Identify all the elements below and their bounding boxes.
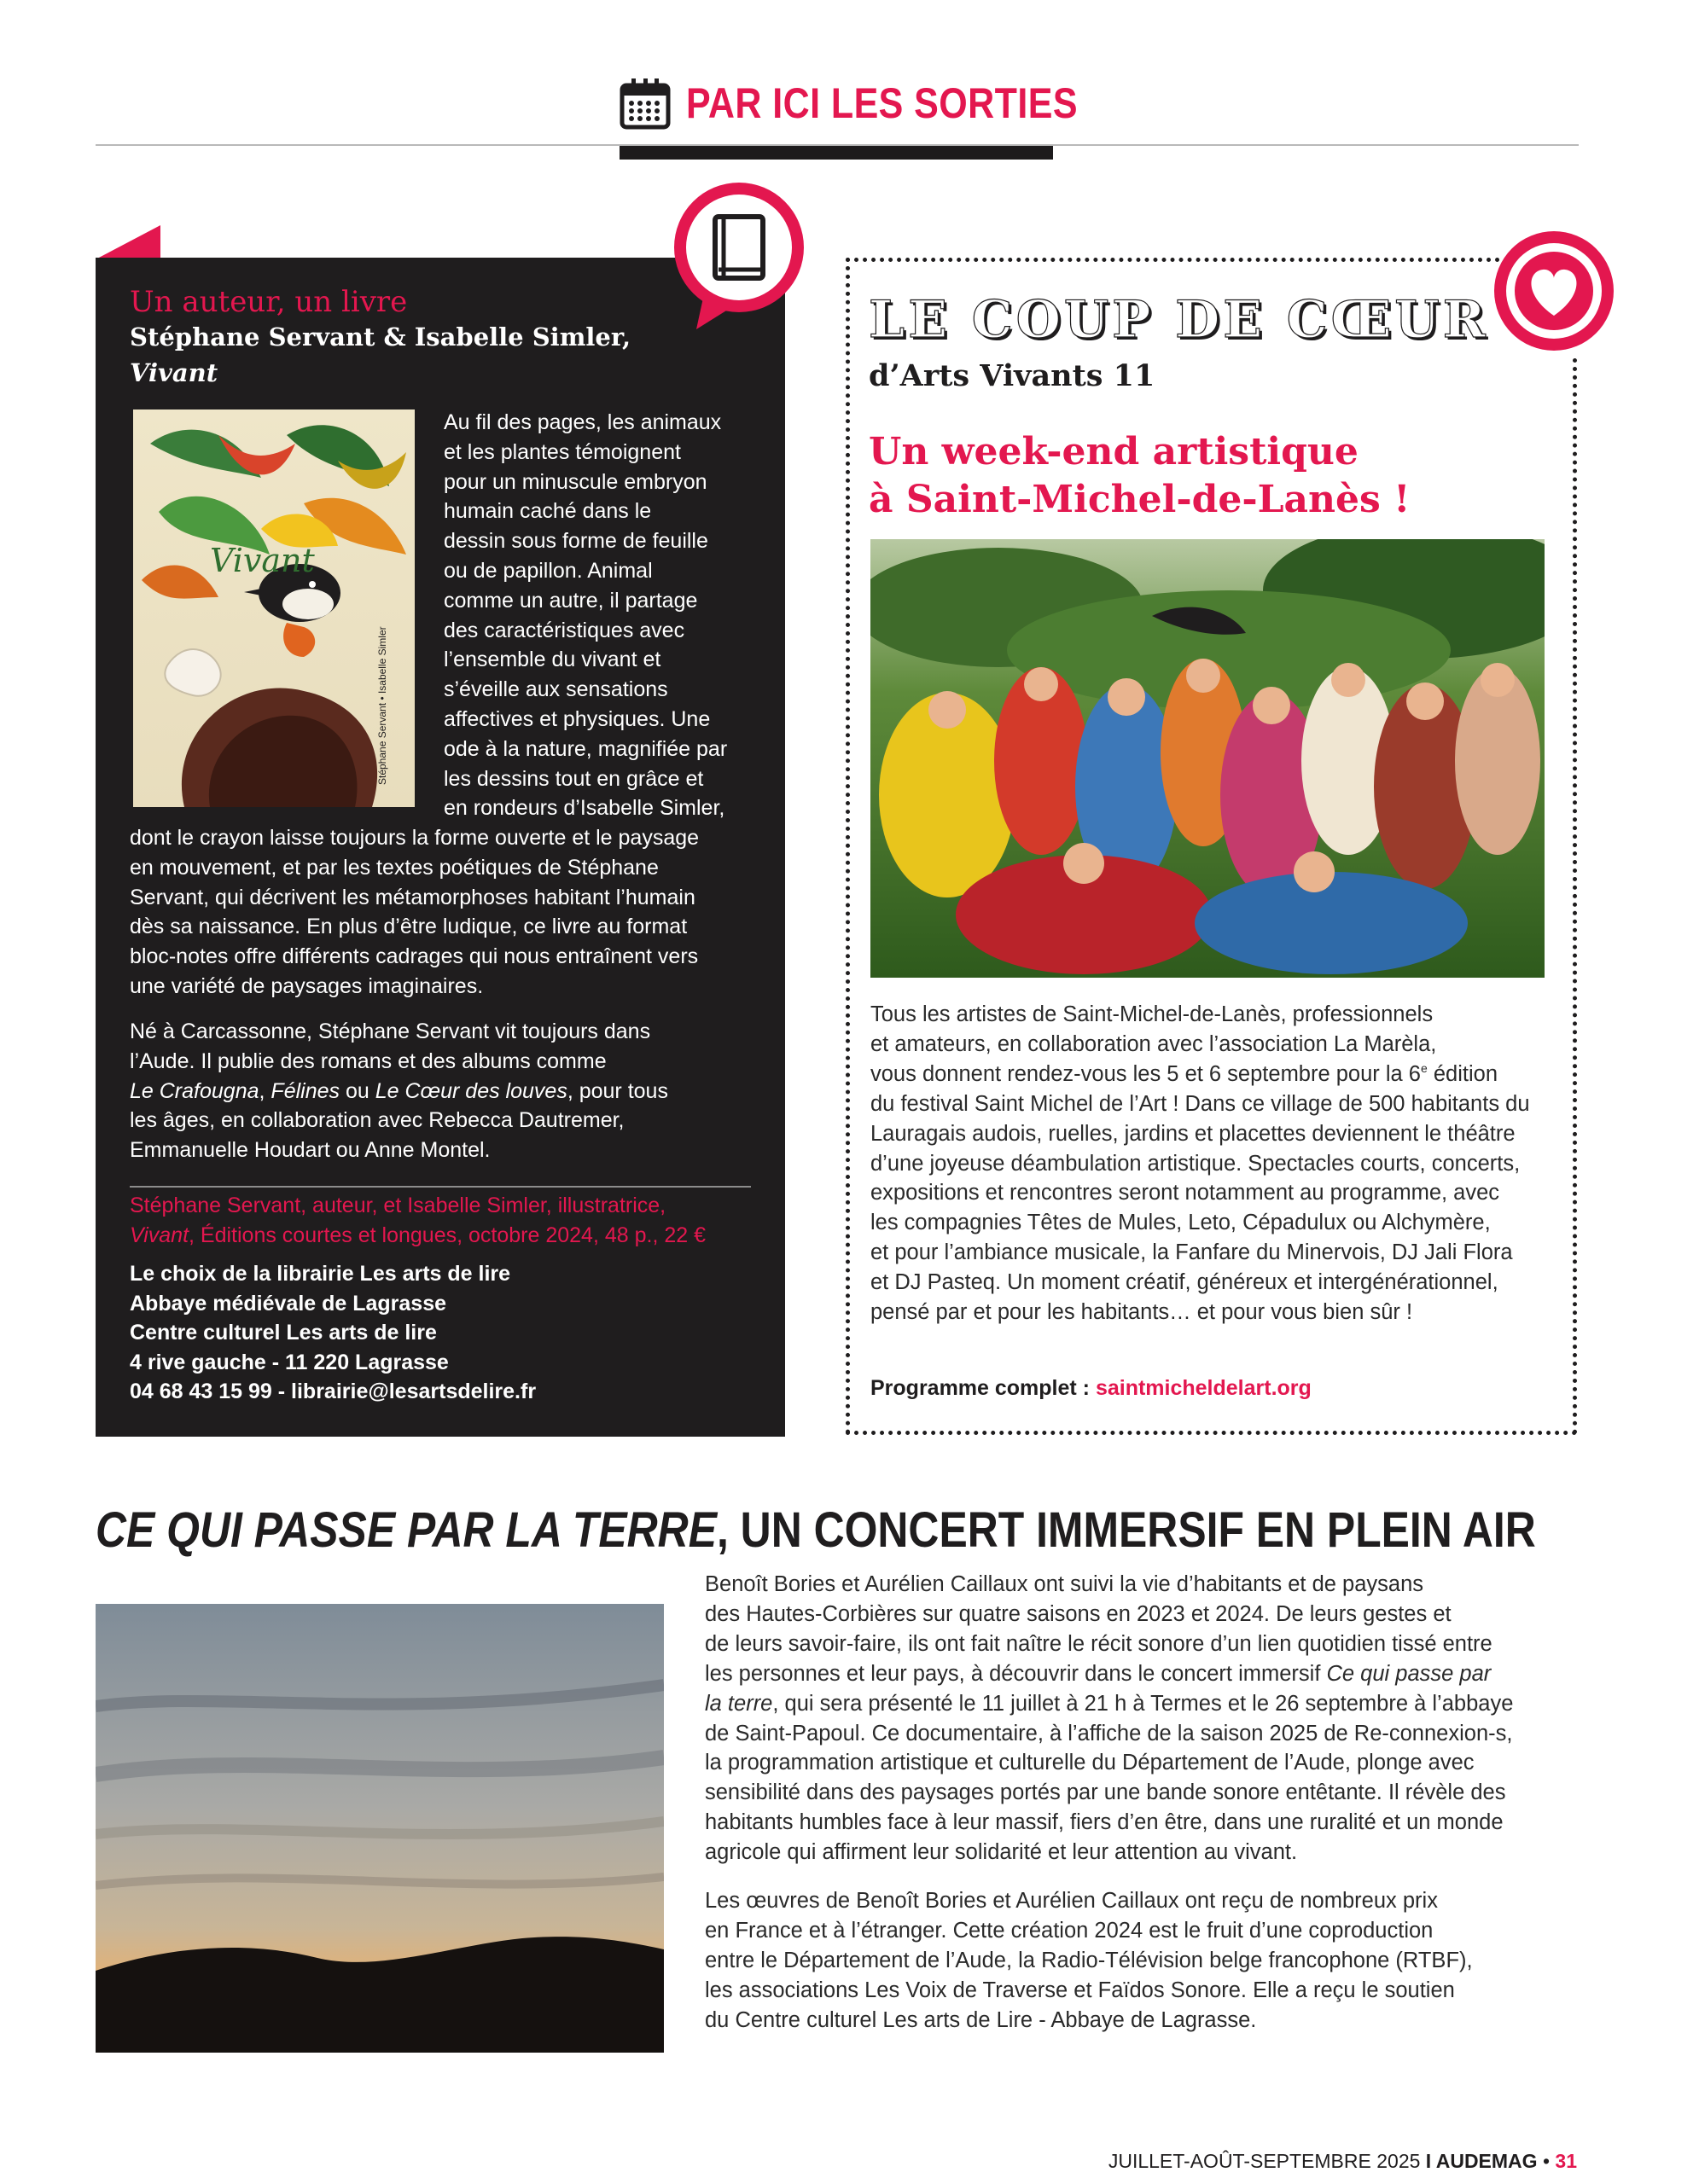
book-rubric: Un auteur, un livre — [130, 285, 408, 319]
calendar-icon — [620, 77, 671, 130]
magazine-name: AUDEMAG — [1431, 2150, 1538, 2172]
work-title: Le Crafougna — [130, 1078, 259, 1103]
description-line: en rondeurs d’Isabelle Simler, — [444, 796, 725, 821]
page-footer: JUILLET-AOÛT-SEPTEMBRE 2025 I AUDEMAG • 31 — [1108, 2150, 1577, 2172]
book-title: Vivant — [130, 358, 218, 387]
description-line: dont le crayon laisse toujours la forme ouverte et le paysage — [130, 826, 700, 850]
description-line: en mouvement, et par les textes poétiques de Stéphane — [130, 855, 659, 880]
bookshop-line: Abbaye médiévale de Lagrasse — [130, 1291, 447, 1316]
article-line: du Centre culturel Les arts de Lire - Abbaye de Lagrasse. — [705, 2007, 1257, 2032]
description-line: humain caché dans le — [444, 499, 652, 524]
program-link[interactable]: saintmicheldelart.org — [1095, 1376, 1312, 1400]
bookshop-line: 4 rive gauche - 11 220 Lagrasse — [130, 1350, 449, 1374]
description-line: ou de papillon. Animal — [444, 558, 653, 583]
description-line: des caractéristiques avec — [444, 618, 685, 642]
coup-de-coeur-box-edge — [1573, 358, 1577, 1435]
program-line — [870, 1376, 1312, 1401]
description-line: pour un minuscule embryon — [444, 469, 707, 494]
book-description-top — [444, 408, 777, 823]
bio-line: les âges, en collaboration avec Rebecca Dautremer, — [130, 1108, 625, 1133]
festival-group-photo — [870, 539, 1545, 978]
description-line: s’éveille aux sensations — [444, 677, 668, 702]
book-icon — [671, 179, 807, 333]
bio-line: l’Aude. Il publie des romans et des albums comme — [130, 1048, 607, 1073]
article-line: les associations Les Voix de Traverse et Faïdos Sonore. Elle a reçu le soutien — [705, 1978, 1455, 2002]
work-title: Félines — [271, 1078, 340, 1103]
coup-de-coeur-title: LE COUP DE CŒUR — [869, 290, 1489, 350]
description-line: et les plantes témoignent — [444, 439, 681, 464]
section-title: PAR ICI LES SORTIES — [686, 79, 1078, 127]
issue-date: JUILLET-AOÛT-SEPTEMBRE 2025 — [1108, 2150, 1426, 2172]
description-line: ode à la nature, magnifiée par — [444, 736, 728, 761]
book-reference: Stéphane Servant, auteur, et Isabelle Simler, illustratrice, Vivant, Éditions courtes et longues, octobre 2024, 48 p., 22 € — [130, 1194, 706, 1247]
event-headline: Un week-end artistique à Saint-Michel-de-Lanès ! — [869, 430, 1411, 521]
description-line: Servant, qui décrivent les métamorphoses habitant l’humain — [130, 885, 695, 909]
bookshop-info — [130, 1259, 536, 1407]
description-line: une variété de paysages imaginaires. — [130, 973, 484, 998]
book-description-bottom — [130, 823, 770, 1002]
bio-line: Né à Carcassonne, Stéphane Servant vit toujours dans — [130, 1019, 651, 1043]
book-cover-image — [133, 410, 415, 807]
sunset-landscape-photo — [96, 1604, 664, 2053]
book-divider — [130, 1186, 751, 1188]
article-line: entre le Département de l’Aude, la Radio-Télévision belge francophone (RTBF), — [705, 1948, 1473, 1972]
article-line: Les œuvres de Benoît Bories et Aurélien Caillaux ont reçu de nombreux prix — [705, 1889, 1438, 1914]
book-cover-title: Vivant — [210, 542, 315, 579]
heart-icon — [1490, 227, 1618, 355]
book-authors: Stéphane Servant & Isabelle Simler, — [130, 322, 631, 351]
bookshop-line: Centre culturel Les arts de lire — [130, 1321, 437, 1345]
concert-paragraph-2 — [705, 1886, 1575, 2036]
description-line: dès sa naissance. En plus d’être ludique, ce livre au format — [130, 915, 688, 939]
bio-line: Emmanuelle Houdart ou Anne Montel. — [130, 1138, 491, 1163]
bookshop-line: 04 68 43 15 99 - librairie@lesartsdelire.fr — [130, 1380, 537, 1404]
description-line: dessin sous forme de feuille — [444, 529, 708, 554]
description-line: bloc-notes offre différents cadrages qui nous entraînent vers — [130, 944, 699, 969]
description-line: comme un autre, il partage — [444, 588, 698, 613]
work-title: Le Cœur des louves — [375, 1078, 567, 1103]
concert-headline: CE QUI PASSE PAR LA TERRE, UN CONCERT IMMERSIF EN PLEIN AIR — [96, 1502, 1536, 1558]
description-line: l’ensemble du vivant et — [444, 648, 661, 672]
event-description: Tous les artistes de Saint-Michel-de-Lanès, professionnels et amateurs, en collaboration avec l’association La Marèla, vous donnent rendez-vous les 5 et 6 septembre pour la 6e édition du festival Saint Michel de l’Art ! Dans ce village de 500 habitants du Lauragais audois, ruelles, jardins et placettes deviennent le théâtre d’une joyeuse déambulation artistique. Spectacles courts, concerts, expositions et rencontres seront notamment au programme, avec les compagnies Têtes de Mules, Leto, Cépadulux ou Alchymère, et pour l’ambiance musicale, la Fanfare du Minervois, DJ Jali Flora et DJ Pasteq. Un moment créatif, généreux et intergénérationnel, pensé par et pour les habitants… et pour vous bien sûr ! — [870, 1002, 1530, 1325]
coup-de-coeur-subtitle: d’Arts Vivants 11 — [869, 358, 1155, 393]
program-label: Programme complet : — [870, 1376, 1096, 1400]
description-line: Au fil des pages, les animaux — [444, 410, 722, 434]
book-cover-spine: Stéphane Servant • Isabelle Simler — [376, 626, 388, 785]
page-number: 31 — [1555, 2150, 1577, 2172]
author-bio — [130, 1017, 770, 1165]
article-line: en France et à l’étranger. Cette création 2024 est le fruit d’une coproduction — [705, 1918, 1434, 1943]
bookshop-line: Le choix de la librairie Les arts de lire — [130, 1262, 511, 1286]
header-bar — [620, 146, 1053, 160]
description-line: affectives et physiques. Une — [444, 706, 711, 731]
concert-article: Benoît Bories et Aurélien Caillaux ont suivi la vie d’habitants et de paysans des Hautes-Corbières sur quatre saisons en 2023 et 2024. De leurs gestes et de leurs savoir-faire, ils ont fait naître le récit sonore d’un lien quotidien tissé entre les personnes et leur pays, à découvrir dans le concert immersif Ce qui passe par la terre, qui sera présenté le 11 juillet à 21 h à Termes et le 26 septembre à l’abbaye de Saint-Papoul. Ce documentaire, à l’affiche de la saison 2025 de Re-connexion-s, la programmation artistique et culturelle du Département de l’Aude, plonge avec sensibilité dans des paysages portés par une bande sonore entêtante. Il révèle des habitants humbles face à leur massif, fiers d’en être, dans une ruralité et un monde agricole qui affirment leur solidarité et leur attention au vivant. Les œuvres de Benoît Bories et Aurélien Caillaux ont reçu de nombreux prix en France et à l’étranger. Cette création 2024 est le fruit d’une coproduction entre le Département de l’Aude, la Radio-Télévision belge francophone (RTBF), les associations Les Voix de Traverse et Faïdos Sonore. Elle a reçu le soutien du Centre culturel Les arts de Lire - Abbaye de Lagrasse. — [705, 1570, 1575, 2036]
description-line: les dessins tout en grâce et — [444, 766, 704, 791]
bio-line-works: Le Crafougna, Félines ou Le Cœur des louves, pour tous — [130, 1078, 668, 1103]
panel-corner-flag — [96, 225, 160, 259]
